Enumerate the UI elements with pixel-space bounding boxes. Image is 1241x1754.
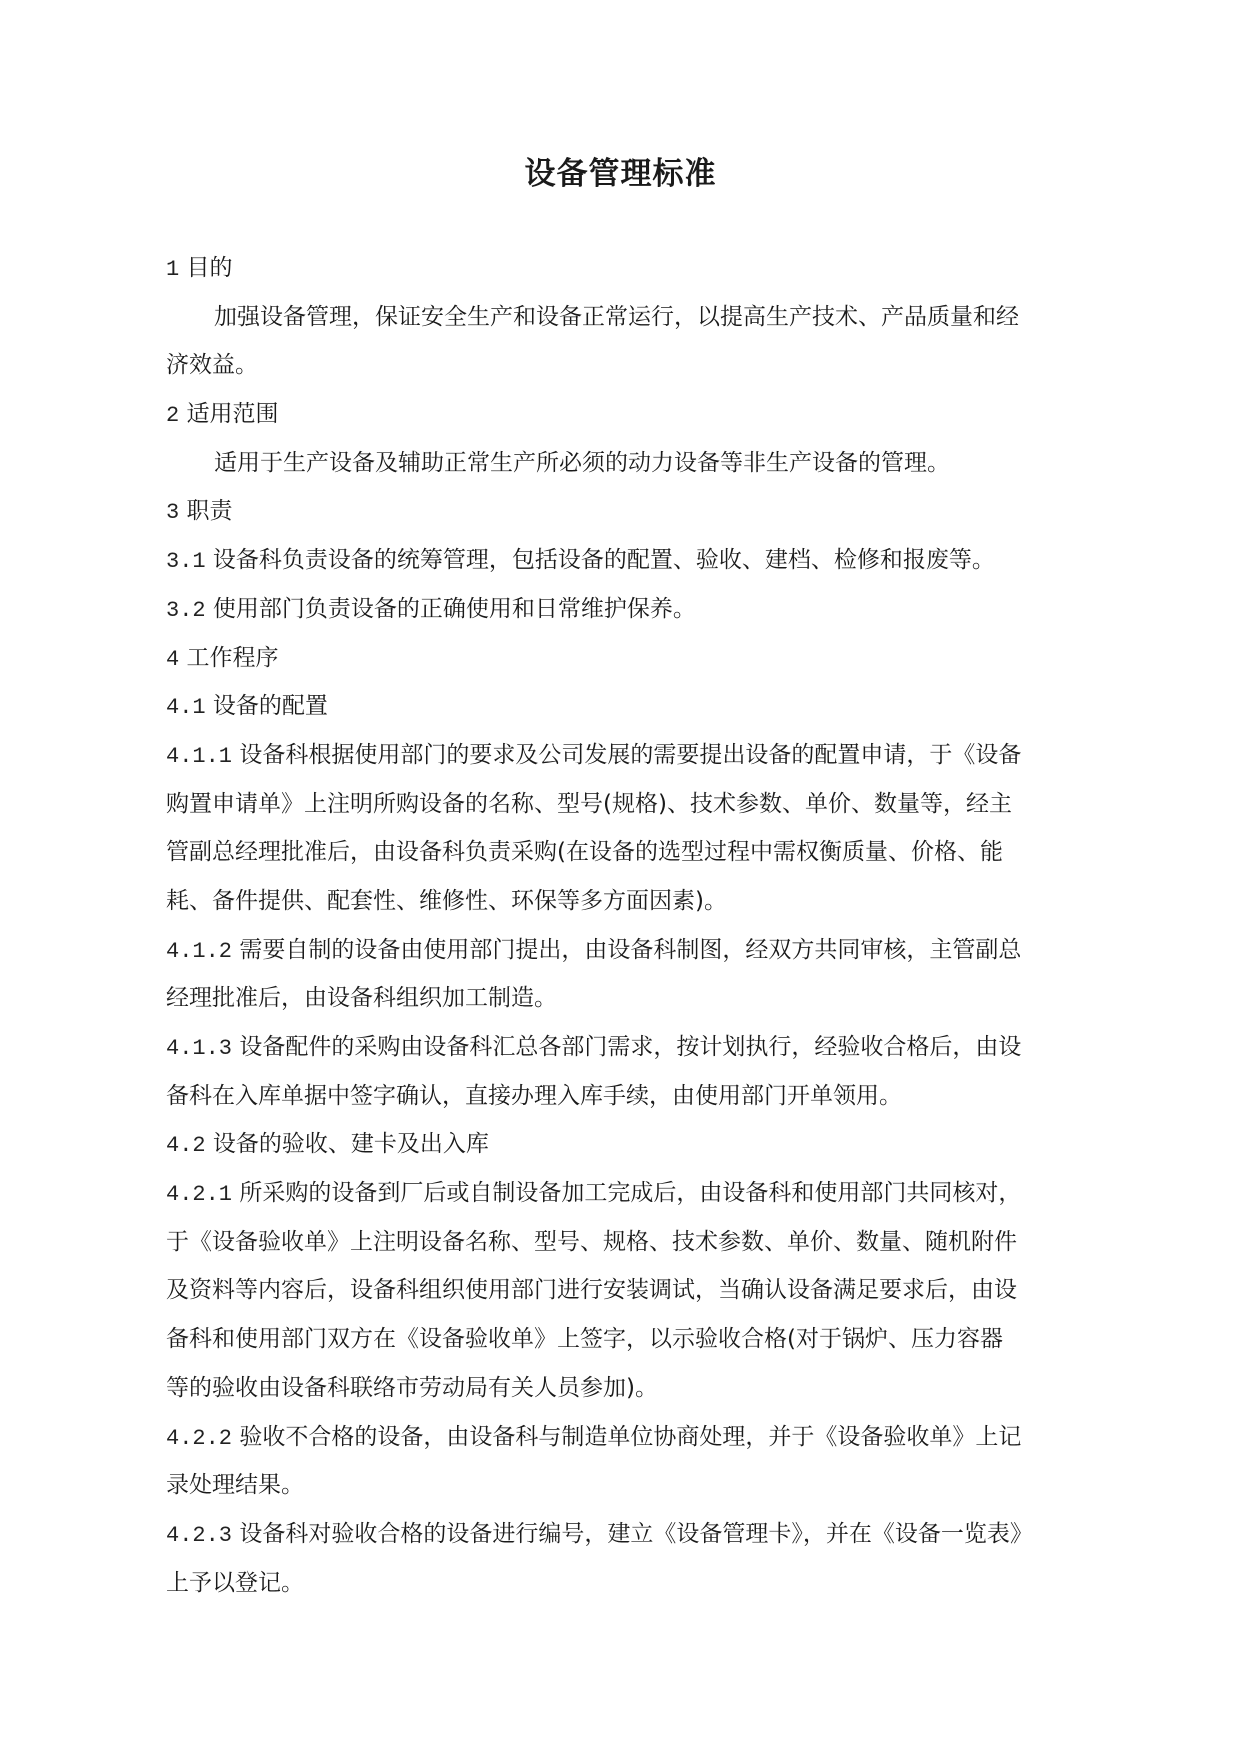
section-number: 4.1.3 [166, 1036, 233, 1061]
line-text: 上予以登记。 [166, 1569, 304, 1596]
section-line [166, 536, 1106, 585]
line-text: 验收不合格的设备，由设备科与制造单位协商处理，并于《设备验收单》上记 [239, 1423, 1022, 1450]
section-line [166, 926, 1106, 975]
paragraph-line [166, 1364, 1106, 1413]
line-text: 管副总经理批准后，由设备科负责采购(在设备的选型过程中需权衡质量、价格、能 [166, 839, 1003, 866]
section-line [166, 585, 1106, 634]
section-number: 3.2 [166, 597, 206, 623]
section-number: 4.2 [166, 1133, 206, 1159]
paragraph-line [166, 1218, 1106, 1267]
line-text: 于《设备验收单》上注明设备名称、型号、规格、技术参数、单价、数量、随机附件 [166, 1228, 1017, 1255]
section-number: 3 [166, 500, 180, 526]
paragraph-line [166, 780, 1106, 829]
section-number: 3.1 [166, 549, 206, 575]
paragraph-line [166, 1315, 1106, 1364]
line-text: 设备科对验收合格的设备进行编号，建立《设备管理卡》，并在《设备一览表》 [239, 1520, 1033, 1547]
section-line [166, 244, 1106, 293]
line-text: 设备的配置 [212, 693, 328, 720]
paragraph-line [166, 439, 1106, 488]
document-title: 设备管理标准 [524, 156, 717, 192]
line-text: 备科和使用部门双方在《设备验收单》上签字，以示验收合格(对于锅炉、压力容器 [166, 1326, 1003, 1353]
line-text: 工作程序 [186, 644, 279, 671]
paragraph-line [166, 1559, 1106, 1608]
section-number: 2 [166, 403, 180, 429]
line-text: 职责 [186, 498, 233, 525]
paragraph-line [166, 1266, 1106, 1315]
line-text: 备科在入库单据中签字确认，直接办理入库手续，由使用部门开单领用。 [166, 1082, 902, 1109]
section-line [166, 634, 1106, 683]
section-line [166, 1413, 1106, 1462]
line-text: 购置申请单》上注明所购设备的名称、型号(规格)、技术参数、单价、数量等，经主 [166, 790, 1012, 817]
line-text: 加强设备管理，保证安全生产和设备正常运行，以提高生产技术、产品质量和经 [214, 303, 1019, 330]
line-text: 适用于生产设备及辅助正常生产所必须的动力设备等非生产设备的管理。 [214, 449, 950, 476]
section-number: 4.1.1 [166, 743, 233, 769]
line-text: 目的 [186, 255, 233, 281]
line-text: 等的验收由设备科联络市劳动局有关人员参加)。 [166, 1374, 658, 1401]
paragraph-line [166, 1072, 1106, 1121]
section-line [166, 1120, 1106, 1169]
line-text: 适用范围 [186, 401, 279, 428]
paragraph-line [166, 877, 1106, 926]
line-text: 设备配件的采购由设备科汇总各部门需求，按计划执行，经验收合格后，由设 [239, 1034, 1022, 1060]
section-number: 4.2.3 [166, 1522, 233, 1548]
line-text: 设备科根据使用部门的要求及公司发展的需要提出设备的配置申请，于《设备 [239, 741, 1022, 768]
section-number: 4.1 [166, 695, 206, 721]
line-text: 需要自制的设备由使用部门提出，由设备科制图，经双方共同审核，主管副总 [239, 936, 1022, 963]
line-text: 经理批准后，由设备科组织加工制造。 [166, 985, 557, 1012]
section-number: 4.2.1 [166, 1182, 233, 1208]
section-line [166, 731, 1106, 780]
section-line [166, 682, 1106, 731]
section-number: 1 [166, 257, 180, 282]
paragraph-line [166, 974, 1106, 1023]
line-text: 耗、备件提供、配套性、维修性、环保等多方面因素)。 [166, 887, 727, 914]
paragraph-line [166, 293, 1106, 342]
line-text: 设备的验收、建卡及出入库 [212, 1131, 489, 1158]
section-line [166, 1023, 1106, 1072]
section-line [166, 390, 1106, 439]
paragraph-line [166, 828, 1106, 877]
line-text: 及资料等内容后，设备科组织使用部门进行安装调试，当确认设备满足要求后，由设 [166, 1277, 1017, 1304]
section-number: 4 [166, 646, 180, 672]
line-text: 所采购的设备到厂后或自制设备加工完成后，由设备科和使用部门共同核对， [239, 1180, 1022, 1207]
line-text: 济效益。 [166, 352, 258, 379]
section-line [166, 1169, 1106, 1218]
line-text: 录处理结果。 [166, 1472, 304, 1499]
section-line [166, 487, 1106, 536]
section-line [166, 1510, 1106, 1559]
document-body [166, 244, 1106, 1607]
section-number: 4.2.2 [166, 1425, 233, 1451]
line-text: 使用部门负责设备的正确使用和日常维护保养。 [212, 595, 696, 622]
paragraph-line [166, 1461, 1106, 1510]
paragraph-line [166, 341, 1106, 390]
section-number: 4.1.2 [166, 938, 233, 964]
line-text: 设备科负责设备的统筹管理，包括设备的配置、验收、建档、检修和报废等。 [212, 547, 995, 574]
